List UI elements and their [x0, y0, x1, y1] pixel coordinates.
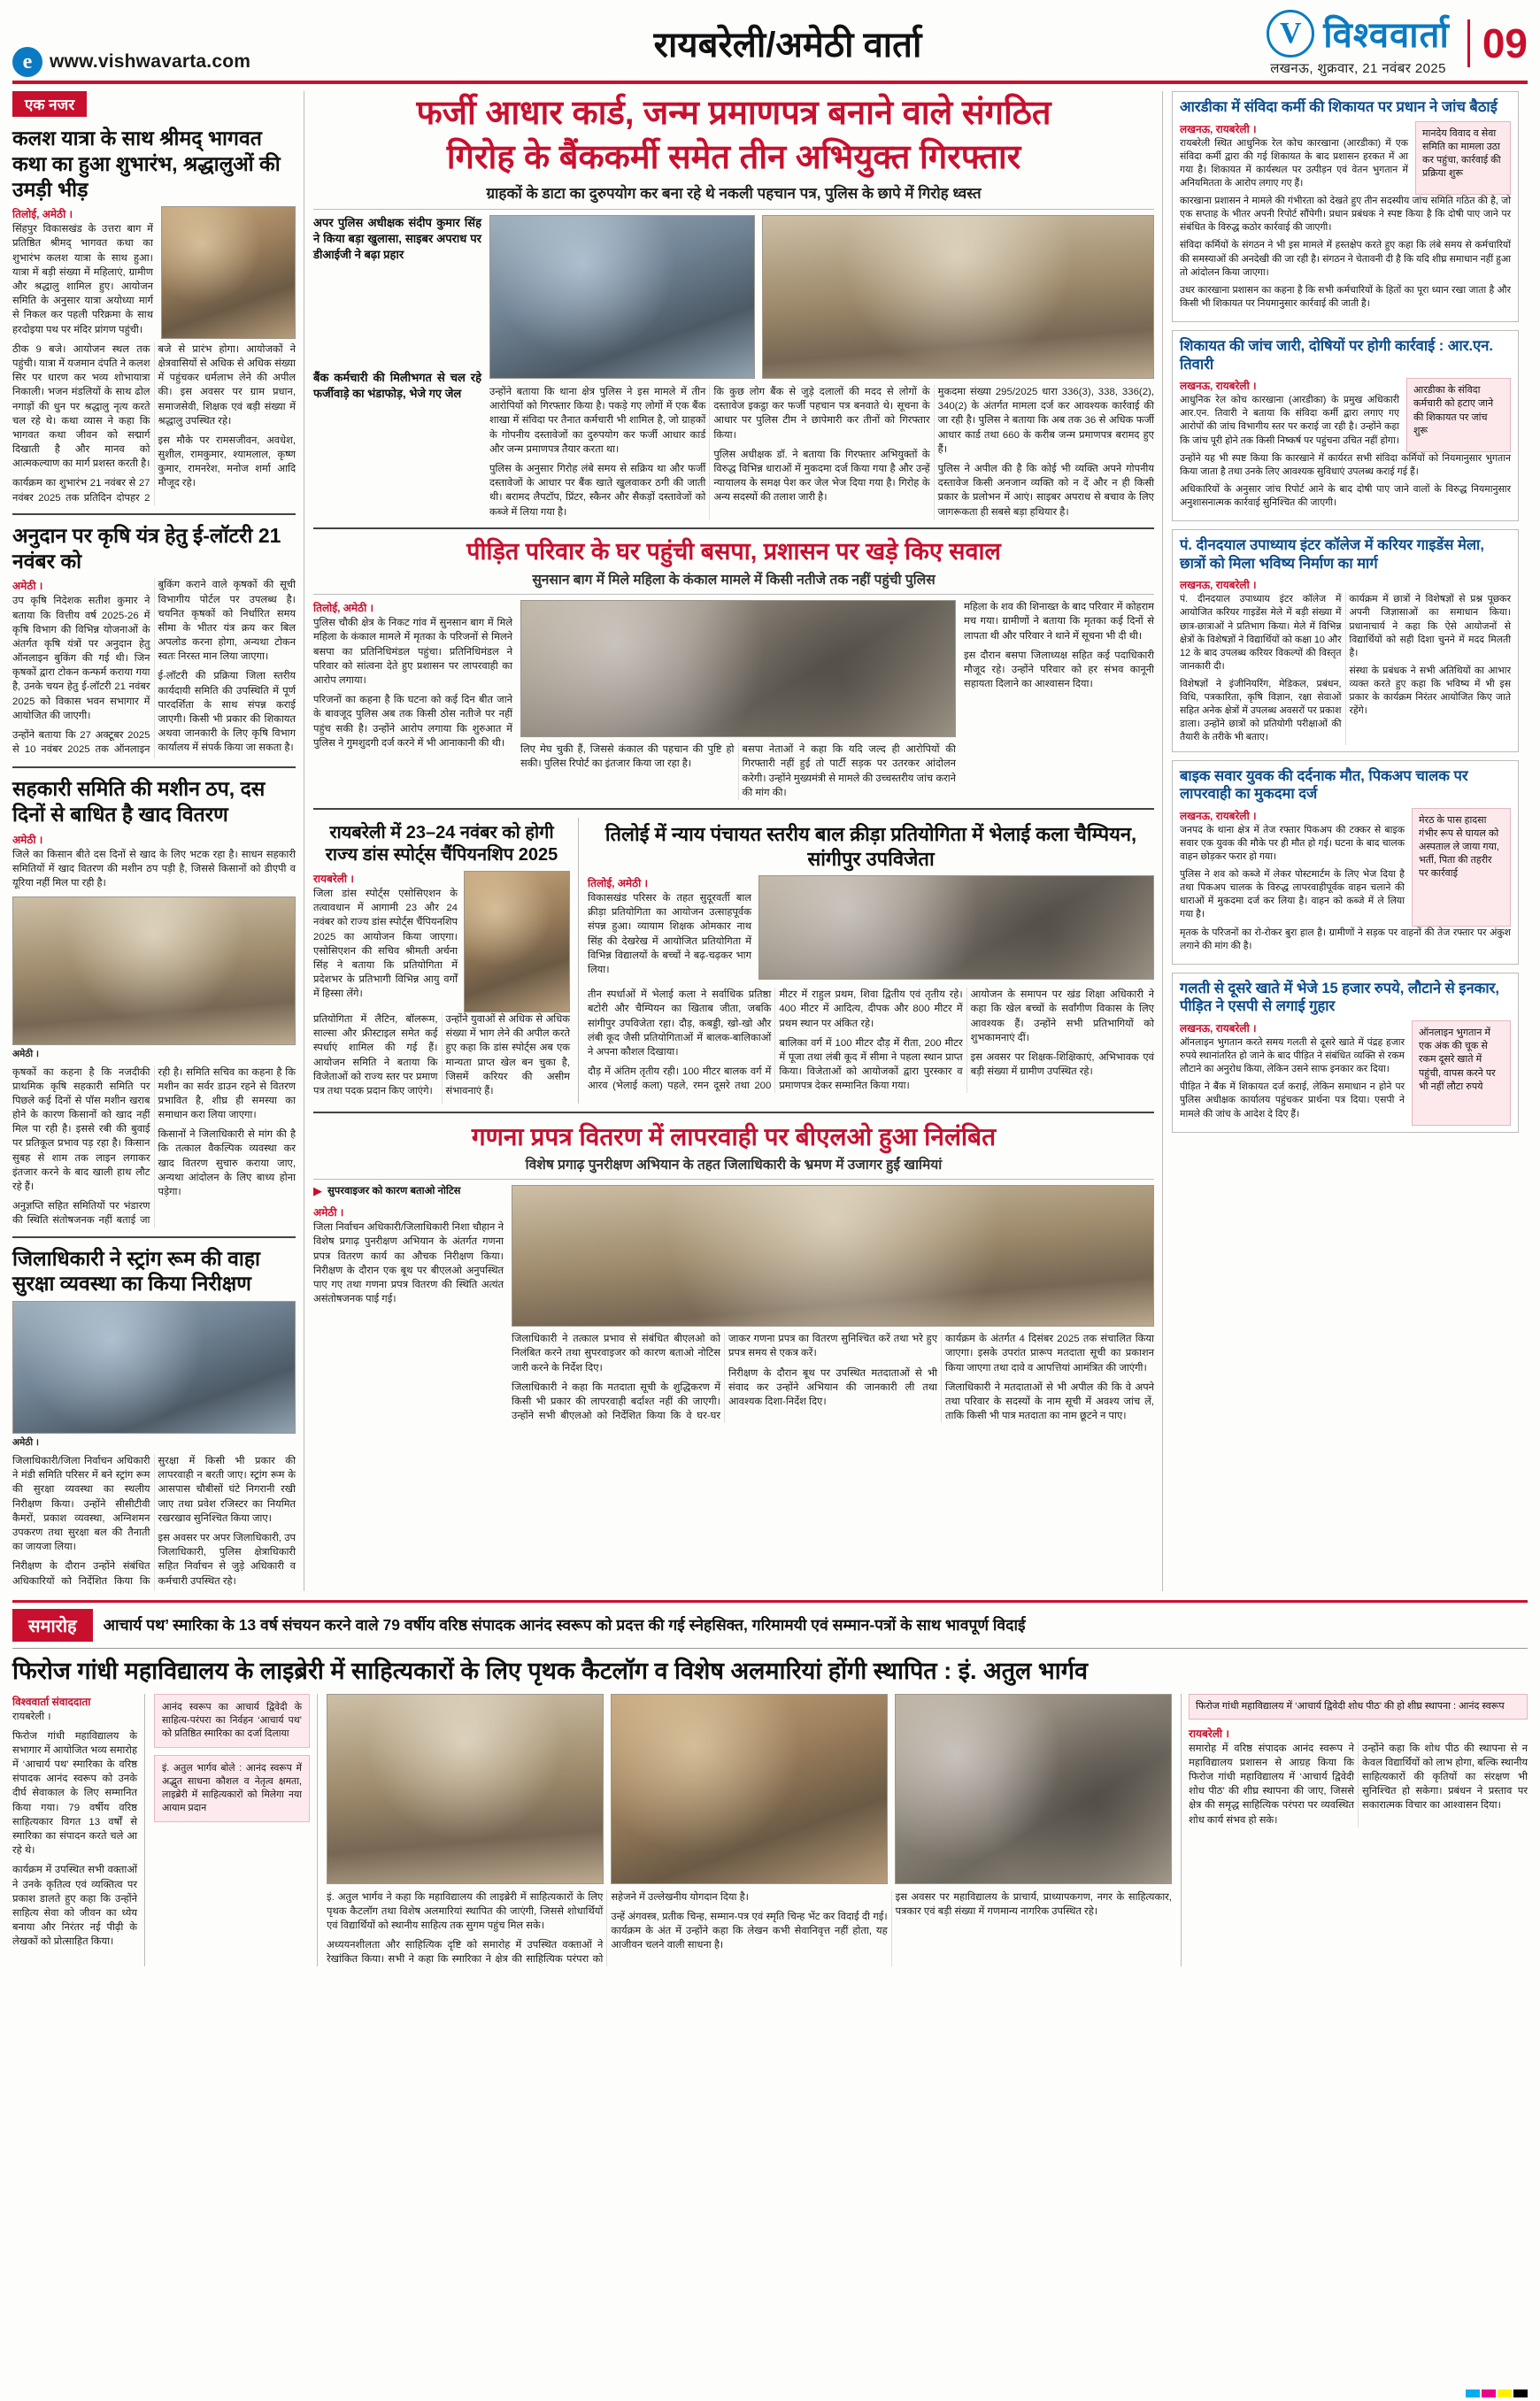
- edition-date: लखनऊ, शुक्रवार, 21 नवंबर 2025: [1270, 61, 1446, 76]
- right-story4-p3: मृतक के परिजनों का रो-रोकर बुरा हाल है। ग्रामीणों ने सड़क पर वाहनों की तेज रफ्तार पर अंकुश लगाने की मांग की है।: [1180, 927, 1511, 951]
- lead-c1: उन्होंने बताया कि थाना क्षेत्र पुलिस ने इस मामले में तीन आरोपियों को गिरफ्तार किया है। पकड़े गए लोगों में एक बैंक शाखा में संविदा पर तैनात कर्मचारी भी शामिल है, जो ग्राहकों के गोपनीय दस्तावेजों का दुरुपयोग कर फर्जी आधार कार्ड और जन्म प्रमाणपत्र तैयार करता था।: [489, 387, 706, 455]
- left-story3-p4: किसानों ने जिलाधिकारी से मांग की है कि तत्काल वैकल्पिक व्यवस्था कर खाद वितरण सुचारु कराया जाए, अन्यथा आंदोलन के लिए बाध्य होना पड़ेगा।: [158, 1129, 296, 1198]
- right-story1-p2: कारखाना प्रशासन ने मामले की गंभीरता को देखते हुए तीन सदस्यीय जांच समिति गठित की है, जो एक सप्ताह के भीतर अपनी रिपोर्ट सौंपेगी। प्रधान प्रबंधक ने स्पष्ट किया है कि दोषी पाए जाने पर संबंधित के विरुद्ध कठोर कार्रवाई की जाएगी।: [1180, 196, 1511, 234]
- right-story3-headline: पं. दीनदयाल उपाध्याय इंटर कॉलेज में करियर गाइडेंस मेला, छात्रों को मिला भविष्य निर्माण का मार्ग: [1180, 537, 1484, 572]
- right-story2-p1: आधुनिक रेल कोच कारखाना (आरडीका) के प्रमुख अधिकारी आर.एन. तिवारी ने बताया कि संविदा कर्मी द्वारा लगाए गए आरोपों की जांच विभागीय स्तर पर कराई जा रही है। उन्होंने कहा कि जांच पूरी होने तक किसी निष्कर्ष पर पहुंचना उचित नहीं होगा।: [1180, 395, 1399, 446]
- bottom-headline: फिरोज गांधी महाविद्यालय के लाइब्रेरी में साहित्यकारों के लिए पृथक कैटलॉग व विशेष अलमारियां होंगी स्थापित : इं. अतुल भार्गव: [12, 1657, 1088, 1684]
- basapa-subheadline: सुनसान बाग में मिले महिला के कंकाल मामले में किसी नतीजे तक नहीं पहुंची पुलिस: [313, 572, 1154, 595]
- bottom-sidebox-p1: समारोह में वरिष्ठ संपादक आनंद स्वरूप ने महाविद्यालय प्रशासन से आग्रह किया कि फिरोज गांधी महाविद्यालय में ‘आचार्य द्विवेदी शोध पीठ’ की शीघ्र स्थापना की जाए, जिससे क्षेत्र की समृद्ध साहित्यिक परंपरा पर व्यवस्थित शोध कार्य संभव हो सके।: [1189, 1743, 1354, 1826]
- website-url[interactable]: [12, 47, 508, 77]
- e-logo-icon: e: [12, 47, 42, 77]
- page-content: [12, 91, 1528, 1591]
- right-story5-p2: पीड़ित ने बैंक में शिकायत दर्ज कराई, लेकिन समाधान न होने पर पुलिस अधीक्षक कार्यालय पहुंचकर प्रार्थना पत्र दिया। एसपी ने मामले की जांच के आदेश दे दिए हैं।: [1180, 1081, 1405, 1120]
- photo-seized-documents: [762, 215, 1154, 379]
- right-story2: [1172, 330, 1519, 521]
- bottom-p4: अध्ययनशीलता और साहित्यिक दृष्टि को समारोह में उपस्थित वक्ताओं ने रेखांकित किया। सभी ने कहा कि स्मारिका ने क्षेत्र की साहित्यिक परंपरा को सहेजने में उल्लेखनीय योगदान दिया है।: [327, 1891, 749, 1966]
- blo-note: [313, 1185, 504, 1199]
- blo-byline: अमेठी ।: [313, 1206, 344, 1220]
- left-story3-p3: अनुज्ञप्ति सहित समितियों पर भंडारण की स्थिति संतोषजनक नहीं बताई जा रही है। समिति सचिव का कहना है कि मशीन का सर्वर डाउन रहने से वितरण प्रभावित है, शीघ्र ही समस्या का समाधान करा लिया जाएगा।: [12, 1066, 296, 1227]
- left-story1-p2: ठीक 9 बजे। आयोजन स्थल तक पहुंची। यात्रा में यजमान दंपति ने कलश सिर पर धारण कर भव्य शोभायात्रा निकाली। भजन मंडलियों के साथ ढोल नगाड़ों की धुन पर श्रद्धालु नृत्य करते चल रहे थे। कथा व्यास ने कहा कि भागवत कथा जीवन को सद्मार्ग दिखाती है और मानव को आत्मकल्याण का मार्ग प्रशस्त करती है।: [12, 343, 150, 470]
- left-story1-p1: सिंहपुर विकासखंड के उत्तरा बाग में प्रतिष्ठित श्रीमद् भागवत कथा का शुभारंभ कलश यात्रा के साथ हुआ। यात्रा में बड़ी संख्या में महिलाएं, ग्रामीण और श्रद्धालु शामिल हुए। आयोजन समिति के अनुसार यात्रा अयोध्या मार्ग से निकल कर पहली परिक्रमा के साथ हरदोइया पथ पर मंदिर प्रांगण पहुंची।: [12, 224, 153, 335]
- left-story3-byline: अमेठी ।: [12, 833, 43, 846]
- photo-bal-krida: [758, 875, 1154, 980]
- left-story3-caption: अमेठी ।: [12, 1048, 40, 1059]
- masthead-left: [12, 9, 508, 77]
- sports-byline: रायबरेली ।: [313, 873, 354, 886]
- left-story2-p3: ई-लॉटरी की प्रक्रिया जिला स्तरीय कार्यदायी समिति की उपस्थिति में पूर्ण पारदर्शिता के साथ संपन्न कराई जाएगी। किसी भी प्रकार की शिकायत अथवा जानकारी के लिए कृषि विभाग कार्यालय में संपर्क किया जा सकता है।: [158, 671, 296, 754]
- blo-c3b: जिलाधिकारी ने मतदाताओं से भी अपील की कि वे अपने तथा परिवार के सदस्यों के नाम सूची में अवश्य जांच लें, ताकि किसी भी पात्र मतदाता का नाम छूटने न पाए।: [945, 1381, 1154, 1422]
- bal-c3b: इस अवसर पर शिक्षक-शिक्षिकाएं, अभिभावक एवं बड़ी संख्या में ग्रामीण उपस्थित रहे।: [970, 1051, 1154, 1078]
- lead-headline-line1: फर्जी आधार कार्ड, जन्म प्रमाणपत्र बनाने वाले संगठित: [416, 95, 1051, 132]
- right-story1-p4: उधर कारखाना प्रशासन का कहना है कि सभी कर्मचारियों के हितों का पूरा ध्यान रखा जाता है और किसी भी शिकायत पर नियमानुसार कार्रवाई की जाती है।: [1180, 284, 1511, 309]
- right-story2-p3: अधिकारियों के अनुसार जांच रिपोर्ट आने के बाद दोषी पाए जाने वालों के विरुद्ध नियमानुसार अनुशासनात्मक कार्रवाई सुनिश्चित की जाएगी।: [1180, 483, 1511, 508]
- brand-name: विश्ववार्ता: [1323, 16, 1450, 55]
- bottom-bullet-1-text: इं. अतुल भार्गव बोले : आनंद स्वरूप में अद्भुत साधना कौशल व नेतृत्व क्षमता, लाइब्रेरी में साहित्यकारों को मिलेगा नया आयाम प्रदान: [162, 1762, 302, 1814]
- right-story3-p3: कार्यक्रम में छात्रों ने विशेषज्ञों से प्रश्न पूछकर अपनी जिज्ञासाओं का समाधान किया। प्रधानाचार्य ने कहा कि ऐसे आयोजनों से विद्यार्थियों को सही दिशा चुनने में मदद मिलती है।: [1349, 594, 1511, 658]
- sports-p3: उन्होंने युवाओं से अधिक से अधिक संख्या में भाग लेने की अपील करते हुए कहा कि डांस स्पोर्ट्स अब एक मान्यता प्राप्त खेल बन चुका है, जिसमें करियर की असीम संभावनाएं हैं।: [445, 1014, 570, 1097]
- right-story3: [1172, 529, 1519, 751]
- right-story4-byline: लखनऊ, रायबरेली ।: [1180, 809, 1257, 822]
- bottom-sidebox-head: फिरोज गांधी महाविद्यालय में ‘आचार्य द्विवेदी शोध पीठ’ की हो शीघ्र स्थापना : आनंद स्वरूप: [1189, 1694, 1528, 1720]
- left-story4-p2: निरीक्षण के दौरान उन्होंने संबंधित अधिकारियों को निर्देशित किया कि सुरक्षा में किसी भी प्रकार की लापरवाही न बरती जाए। स्ट्रांग रूम के आसपास चौबीसों घंटे निगरानी रखी जाए तथा प्रवेश रजिस्टर का नियमित रखरखाव सुनिश्चित किया जाए।: [12, 1456, 296, 1587]
- blo-c1b: जिलाधिकारी ने तत्काल प्रभाव से संबंधित बीएलओ को निलंबित करने तथा सुपरवाइजर को कारण बताओ नोटिस जारी करने के निर्देश दिए।: [512, 1334, 720, 1374]
- photo-police-officer: [489, 215, 755, 379]
- basapa-c3b: इस दौरान बसपा जिलाध्यक्ष सहित कई पदाधिकारी मौजूद रहे। उन्होंने परिवार को हर संभव कानूनी सहायता दिलाने का आश्वासन दिया।: [964, 650, 1154, 690]
- right-story3-p2: विशेषज्ञों ने इंजीनियरिंग, मेडिकल, प्रबंधन, विधि, पत्रकारिता, कृषि विज्ञान, रक्षा सेवाओं सहित अनेक क्षेत्रों में उपलब्ध अवसरों पर प्रकाश डाला। उन्होंने छात्रों को प्रतियोगी परीक्षाओं की तैयारी के तरीके भी बताए।: [1180, 678, 1342, 743]
- blo-c3: कार्यक्रम के अंतर्गत 4 दिसंबर 2025 तक संचालित किया जाएगा। इसके उपरांत प्रारूप मतदाता सूची का प्रकाशन किया जाएगा तथा दावे व आपत्तियां आमंत्रित की जाएंगी।: [945, 1334, 1154, 1374]
- cmyk-black: [1513, 2389, 1528, 2397]
- column-middle: [313, 91, 1163, 1591]
- sports-p2: प्रतियोगिता में लैटिन, बॉलरूम, साल्सा और फ्रीस्टाइल समेत कई स्पर्धाएं शामिल की गई हैं। आयोजन समिति ने बताया कि विजेताओं को राज्य स्तर पर प्रमाण पत्र तथा पदक प्रदान किए जाएंगे।: [313, 1014, 438, 1097]
- lead-c3b: पुलिस ने अपील की है कि कोई भी व्यक्ति अपने गोपनीय दस्तावेज किसी अनजान व्यक्ति को न दें और न ही किसी प्रकार के प्रलोभन में आएं। साइबर अपराध से बचाव के लिए जागरूकता ही सबसे बड़ा हथियार है।: [937, 464, 1154, 518]
- left-story4-caption: अमेठी ।: [12, 1437, 40, 1449]
- samaroh-band: [12, 1600, 1528, 1649]
- right-story4-tint: मेरठ के पास हादसा गंभीर रूप से घायल को अस्पताल ले जाया गया, भर्ती, पिता की तहरीर पर कार्रवाई: [1412, 808, 1511, 927]
- right-story1-byline: लखनऊ, रायबरेली ।: [1180, 122, 1257, 135]
- bottom-city: रायबरेली ।: [12, 1711, 51, 1722]
- blo-c2b: निरीक्षण के दौरान बूथ पर उपस्थित मतदाताओं से भी संवाद कर उन्होंने अभियान की जानकारी ली तथा आवश्यक दिशा-निर्देश दिए।: [728, 1367, 937, 1408]
- column-right: [1172, 91, 1519, 1591]
- left-story3-p1: जिले का किसान बीते दस दिनों से खाद के लिए भटक रहा है। साधन सहकारी समितियों में खाद वितरण की मशीन ठप पड़ी है, जिससे किसानों को डीएपी व यूरिया नहीं मिल पा रही है।: [12, 849, 296, 889]
- right-story1-p1: रायबरेली स्थित आधुनिक रेल कोच कारखाना (आरडीका) में एक संविदा कर्मी द्वारा की गई शिकायत के बाद प्रशासन हरकत में आ गया है। शिकायत में कार्यस्थल पर उत्पीड़न एवं वेतन भुगतान में अनियमितता के आरोप लगाए गए हैं।: [1180, 137, 1408, 189]
- bottom-bullet-1: [154, 1755, 310, 1822]
- bottom-p6: इस अवसर पर महाविद्यालय के प्राचार्य, प्राध्यापकगण, नगर के साहित्यकार, पत्रकार एवं बड़ी संख्या में गणमान्य नागरिक उपस्थित रहे।: [895, 1891, 1172, 1917]
- right-story4: [1172, 760, 1519, 965]
- right-story4-p1: जनपद के थाना क्षेत्र में तेज रफ्तार पिकअप की टक्कर से बाइक सवार एक युवक की मौके पर ही मौत हो गई। घटना के बाद चालक वाहन छोड़कर फरार हो गया।: [1180, 824, 1405, 862]
- right-story5-tint: ऑनलाइन भुगतान में एक अंक की चूक से रकम दूसरे खाते में पहुंची, वापस करने पर भी नहीं लौटा रुपये: [1412, 1020, 1511, 1126]
- lead-c2: कि कुछ लोग बैंक से जुड़े दलालों की मदद से लोगों के दस्तावेज इकट्ठा कर फर्जी पहचान पत्र बनवाते थे। सूचना के आधार पर पुलिस टीम ने छापेमारी कर तीनों को गिरफ्तार किया।: [713, 387, 930, 441]
- bottom-p2: कार्यक्रम में उपस्थित सभी वक्ताओं ने उनके कृतित्व एवं व्यक्तित्व पर प्रकाश डालते हुए कहा कि उन्होंने साहित्य सेवा को जीवन का ध्येय बनाया और निरंतर नई पीढ़ी के लेखकों को प्रोत्साहित किया।: [12, 1865, 137, 1948]
- basapa-byline: तिलोई, अमेठी ।: [313, 602, 374, 615]
- brand: [1267, 9, 1450, 58]
- left-story4-headline: जिलाधिकारी ने स्ट्रांग रूम की वाहा सुरक्षा व्यवस्था का किया निरीक्षण: [12, 1246, 260, 1296]
- bottom-p1: फिरोज गांधी महाविद्यालय के सभागार में आयोजित भव्य समारोह में ‘आचार्य पथ’ स्मारिका के वरिष्ठ संपादक आनंद स्वरूप को उनके दीर्घ सेवाकाल के लिए सम्मानित किया गया। 79 वर्षीय वरिष्ठ साहित्यकार विगत 13 वर्षों से स्मारिका का संपादन करते चले आ रहे थे।: [12, 1730, 137, 1857]
- right-story5-p1: ऑनलाइन भुगतान करते समय गलती से दूसरे खाते में पंद्रह हजार रुपये स्थानांतरित हो जाने के बाद पीड़ित ने संबंधित व्यक्ति से रकम लौटाने का अनुरोध किया, लेकिन उसने साफ इनकार कर दिया।: [1180, 1037, 1405, 1075]
- right-story1-tint: मानदेय विवाद व सेवा समिति का मामला उठा कर पहुंचा, कार्रवाई की प्रक्रिया शुरू: [1415, 121, 1511, 195]
- lead-subheadline: ग्राहकों के डाटा का दुरुपयोग कर बना रहे थे नकली पहचान पत्र, पुलिस के छापे में गिरोह ध्वस्त: [313, 184, 1154, 210]
- right-story5-byline: लखनऊ, रायबरेली ।: [1180, 1022, 1257, 1035]
- bottom-bullet-0-text: आनंद स्वरूप का आचार्य द्विवेदी के साहित्य-परंपरा का निर्वहन ‘आचार्य पथ’ को प्रतिष्ठित स्मारिका का दर्जा दिलाया: [162, 1701, 302, 1739]
- left-story3-p2: कृषकों का कहना है कि नजदीकी प्राथमिक कृषि सहकारी समिति पर पिछले कई दिनों से पॉस मशीन खराब होने के कारण किसानों को खाद नहीं मिल पा रही है। इससे रबी की बुवाई पर प्रतिकूल प्रभाव पड़ रहा है। किसान सुबह से शाम तक लाइन लगाकर इंतजार करने के बाद खाली हाथ लौट रहे हैं।: [12, 1066, 150, 1193]
- bottom-p5: उन्हें अंगवस्त्र, प्रतीक चिन्ह, सम्मान-पत्र एवं स्मृति चिन्ह भेंट कर विदाई दी गई। कार्यक्रम के अंत में उन्होंने कहा कि लेखन कभी सेवानिवृत्त नहीं होता, यह आजीवन चलने वाली साधना है।: [611, 1911, 888, 1951]
- bal-krida-headline: तिलोई में न्याय पंचायत स्तरीय बाल क्रीड़ा प्रतियोगिता में भेलाई कला चैम्पियन, सांगीपुर उपविजेता: [604, 823, 1137, 870]
- column-left: [12, 91, 304, 1591]
- sports-p1: जिला डांस स्पोर्ट्स एसोसिएशन के तत्वावधान में आगामी 23 और 24 नवंबर को राज्य डांस स्पोर्ट्स चैंपियनशिप 2025 का आयोजन किया जाएगा। एसोसिएशन की सचिव श्रीमती अर्चना सिंह ने बताया कि प्रतियोगिता में प्रदेशभर के प्रतिभागी विभिन्न आयु वर्गों में हिस्सा लेंगे।: [313, 889, 458, 1000]
- bullet-dot-icon: ▶: [313, 1184, 322, 1198]
- samaroh-band-text: आचार्य पथ’ स्मारिका के 13 वर्ष संचयन करने वाले 79 वर्षीय वरिष्ठ संपादक आनंद स्वरूप को प्रदत्त की गई स्नेहसिक्त, गरिमामयी एवं सम्मान-पत्रों के साथ भावपूर्ण विदाई: [103, 1616, 1026, 1635]
- right-story1-p3: संविदा कर्मियों के संगठन ने भी इस मामले में हस्तक्षेप करते हुए कहा कि लंबे समय से कर्मचारियों की समस्याओं की अनदेखी की जा रही है। संगठन ने चेतावनी दी है कि यदि शीघ्र समाधान नहीं हुआ तो आंदोलन किया जाएगा।: [1180, 240, 1511, 278]
- left-story1-headline: कलश यात्रा के साथ श्रीमद् भागवत कथा का हुआ शुभारंभ, श्रद्धालुओं की उमड़ी भीड़: [12, 127, 281, 201]
- bottom-bullet-0: [154, 1694, 310, 1748]
- lead-side-note-1: अपर पुलिस अधीक्षक संदीप कुमार सिंह ने किया बड़ा खुलासा, साइबर अपराध पर डीआईजी ने बढ़ा प्रहार: [313, 216, 481, 262]
- bottom-byline: विश्ववार्ता संवाददाता: [12, 1695, 91, 1708]
- sports-headline: रायबरेली में 23–24 नवंबर को होगी राज्य डांस स्पोर्ट्स चैंपियनशिप 2025: [325, 823, 558, 866]
- bal-krida-byline: तिलोई, अमेठी ।: [588, 877, 649, 890]
- basapa-c2b: बसपा नेताओं ने कहा कि यदि जल्द ही आरोपियों की गिरफ्तारी नहीं हुई तो पार्टी सड़क पर उतरकर आंदोलन करेगी। उन्होंने मुख्यमंत्री से मामले की उच्चस्तरीय जांच कराने की मांग की।: [742, 744, 956, 798]
- lead-c3: मुकदमा संख्या 295/2025 धारा 336(3), 338, 336(2), 340(2) के अंतर्गत मामला दर्ज कर आवश्यक कार्रवाई की जा रही है। पुलिस ने बताया कि अब तक 36 से अधिक फर्जी आधार कार्ड तथा 660 के करीब जन्म प्रमाणपत्र बरामद हुए हैं।: [937, 387, 1154, 455]
- lead-c1b: पुलिस के अनुसार गिरोह लंबे समय से सक्रिय था और फर्जी दस्तावेजों के आधार पर बैंक खाते खुलवाकर ठगी की जाती थी। बरामद लैपटॉप, प्रिंटर, स्कैनर और सैकड़ों दस्तावेजों को कब्जे में लिया गया है।: [489, 464, 706, 518]
- samaroh-tag: समारोह: [12, 1609, 93, 1642]
- blo-c1: जिला निर्वाचन अधिकारी/जिलाधिकारी निशा चौहान ने विशेष प्रगाढ़ पुनरीक्षण अभियान के अंतर्गत गणना प्रपत्र वितरण कार्य का औचक निरीक्षण किया। निरीक्षण के दौरान एक बूथ पर बीएलओ अनुपस्थित पाए गए तथा गणना प्रपत्र वितरण की स्थिति अत्यंत असंतोषजनक पाई गई।: [313, 1222, 504, 1305]
- right-story5: [1172, 973, 1519, 1133]
- right-story3-p1: पं. दीनदयाल उपाध्याय इंटर कॉलेज में आयोजित करियर गाइडेंस मेले में बड़ी संख्या में छात्र-छात्राओं ने प्रतिभाग किया। मेले में विभिन्न क्षेत्रों के विशेषज्ञों ने विद्यार्थियों को कक्षा 10 और 12 के बाद उपलब्ध करियर विकल्पों की विस्तृत जानकारी दी।: [1180, 594, 1342, 672]
- photo-sahkari-samiti: [12, 897, 296, 1045]
- left-story1-p4: इस मौके पर रामसजीवन, अवधेश, सुशील, रामकुमार, श्यामलाल, कृष्ण कुमार, रामनरेश, मनोज शर्मा आदि मौजूद रहे।: [158, 435, 296, 489]
- right-story4-headline: बाइक सवार युवक की दर्दनाक मौत, पिकअप चालक पर लापरवाही का मुकदमा दर्ज: [1180, 767, 1468, 803]
- blo-headline: गणना प्रपत्र वितरण में लापरवाही पर बीएलओ हुआ निलंबित: [471, 1123, 997, 1151]
- masthead-center: [508, 9, 1067, 77]
- blo-subheadline: विशेष प्रगाढ़ पुनरीक्षण अभियान के तहत जिलाधिकारी के भ्रमण में उजागर हुईं खामियां: [313, 1157, 1154, 1180]
- basapa-c1: पुलिस चौकी क्षेत्र के निकट गांव में सुनसान बाग में मिले महिला के कंकाल मामले में मृतका के परिजनों से मिलने बसपा का प्रतिनिधिमंडल पहुंचा। प्रतिनिधिमंडल ने परिवार को सांत्वना देते हुए प्रशासन पर लापरवाही का आरोप लगाया।: [313, 618, 512, 687]
- website-url-text: www.vishwavarta.com: [50, 51, 251, 72]
- right-story3-byline: लखनऊ, रायबरेली ।: [1180, 579, 1257, 592]
- right-story1-headline: आरडीका में संविदा कर्मी की शिकायत पर प्रधान ने जांच बैठाई: [1180, 99, 1498, 115]
- left-story2-headline: अनुदान पर कृषि यंत्र हेतु ई-लॉटरी 21 नवंबर को: [12, 523, 281, 573]
- lead-headline-line2: गिरोह के बैंककर्मी समेत तीन अभियुक्त गिरफ्तार: [446, 138, 1021, 176]
- lead-side-note-2: बैंक कर्मचारी की मिलीभगत से चल रहे फर्जीवाड़े का भंडाफोड़, भेजे गए जेल: [313, 370, 481, 400]
- photo-samaroh-2: [611, 1694, 888, 1884]
- basapa-headline: पीड़ित परिवार के घर पहुंची बसपा, प्रशासन पर खड़े किए सवाल: [466, 538, 1001, 566]
- photo-samaroh-3: [895, 1694, 1172, 1884]
- bottom-sidebox-byline: रायबरेली ।: [1189, 1727, 1229, 1740]
- right-story1: [1172, 91, 1519, 322]
- vishwavarta-logo-icon: V: [1267, 10, 1314, 58]
- left-story2-p2: उन्होंने बताया कि 27 अक्टूबर 2025 से 10 नवंबर 2025 तक ऑनलाइन बुकिंग कराने वाले कृषकों की सूची विभागीय पोर्टल पर उपलब्ध है। चयनित कृषकों को निर्धारित समय सीमा के भीतर यंत्र क्रय कर बिल अपलोड करना होगा, अन्यथा टोकन स्वतः निरस्त मान लिया जाएगा।: [12, 580, 296, 756]
- blo-note-text: सुपरवाइजर को कारण बताओ नोटिस: [327, 1186, 461, 1197]
- bal-c1b: तीन स्पर्धाओं में भेलाई कला ने सर्वाधिक प्रतिष्ठा बटोरी और चैम्पियन का खिताब जीता, जबकि सांगीपुर उपविजेता रहा। दौड़, कबड्डी, खो-खो और लंबी कूद जैसी प्रतियोगिताओं में बालक-बालिकाओं ने अपना कौशल दिखाया।: [588, 989, 772, 1058]
- masthead-right: [1067, 9, 1528, 77]
- bottom-p3: इं. अतुल भार्गव ने कहा कि महाविद्यालय की लाइब्रेरी में साहित्यकारों के लिए पृथक कैटलॉग तथा विशेष अलमारियां स्थापित की जाएंगी, जिससे शोधार्थियों एवं विद्यार्थियों को स्थानीय साहित्य तक सुगम पहुंच मिल सके।: [327, 1891, 604, 1931]
- right-story2-headline: शिकायत की जांच जारी, दोषियों पर होगी कार्रवाई : आर.एन. तिवारी: [1180, 337, 1493, 373]
- bal-c3: आयोजन के समापन पर खंड शिक्षा अधिकारी ने कहा कि खेल बच्चों के सर्वांगीण विकास के लिए आवश्यक हैं। उन्होंने सभी प्रतिभागियों को शुभकामनाएं दीं।: [970, 989, 1154, 1043]
- blo-c2: जिलाधिकारी ने कहा कि मतदाता सूची के शुद्धिकरण में किसी भी प्रकार की लापरवाही बर्दाश्त नहीं की जाएगी। उन्होंने सभी बीएलओ को निर्देशित किया कि वे घर-घर जाकर गणना प्रपत्र का वितरण सुनिश्चित करें तथा भरे हुए प्रपत्र समय से एकत्र करें।: [512, 1334, 937, 1422]
- right-story2-byline: लखनऊ, रायबरेली ।: [1180, 380, 1257, 393]
- right-story4-p2: पुलिस ने शव को कब्जे में लेकर पोस्टमार्टम के लिए भेज दिया है तथा पिकअप चालक के विरुद्ध लापरवाहीपूर्वक वाहन चलाने की धाराओं में मुकदमा दर्ज कर लिया है। वाहन को कब्जे में ले लिया गया है।: [1180, 869, 1405, 920]
- basapa-c2: लिए मेघ चुकी हैं, जिससे कंकाल की पहचान की पुष्टि हो सकी। पुलिस रिपोर्ट का इंतजार किया जा रहा है।: [520, 744, 735, 770]
- left-story2-p1: उप कृषि निदेशक सतीश कुमार ने बताया कि वित्तीय वर्ष 2025-26 में कृषि विभाग की विभिन्न योजनाओं के अंतर्गत कृषि यंत्रों पर अनुदान हेतु ऑनलाइन बुकिंग की गई थी। जिन कृषकों द्वारा टोकन कन्फर्म कराया गया है, उनके चयन हेतु ई-लॉटरी 21 नवंबर 2025 को विकास भवन सभागार में आयोजित की जाएगी।: [12, 596, 150, 721]
- right-story3-p4: संस्था के प्रबंधक ने सभी अतिथियों का आभार व्यक्त करते हुए कहा कि भविष्य में भी इस प्रकार के कार्यक्रम निरंतर आयोजित किए जाते रहेंगे।: [1349, 665, 1511, 717]
- page-number: 09: [1467, 19, 1528, 67]
- photo-blo-inspection: [512, 1185, 1154, 1327]
- photo-strong-room-inspection: [12, 1301, 296, 1434]
- photo-samaroh-1: [327, 1694, 604, 1884]
- left-story3-headline: सहकारी समिति की मशीन ठप, दस दिनों से बाधित है खाद वितरण: [12, 777, 266, 827]
- left-story1-byline: तिलोई, अमेठी ।: [12, 208, 73, 221]
- left-story2-byline: अमेठी ।: [12, 580, 43, 593]
- bottom-story: [12, 1694, 1528, 1967]
- photo-basapa-delegation: [520, 600, 956, 737]
- photo-kalash-yatra: [161, 206, 296, 339]
- bal-c1: विकासखंड परिसर के तहत सुदूरवर्ती बाल क्रीड़ा प्रतियोगिता का आयोजन उत्साहपूर्वक संपन्न हुआ। व्यायाम शिक्षक ओमकार नाथ सिंह की देखरेख में आयोजित प्रतियोगिता में विभिन्न विद्यालयों के बच्चों ने बढ़-चढ़कर भाग लिया।: [588, 893, 751, 975]
- photo-archana-singh: [464, 871, 570, 1012]
- right-story2-tint: आरडीका के संविदा कर्मचारी को हटाए जाने की शिकायत पर जांच शुरू: [1406, 378, 1511, 451]
- right-story2-p2: उन्होंने यह भी स्पष्ट किया कि कारखाने में कार्यरत सभी संविदा कर्मियों को नियमानुसार भुगतान किया जाता है तथा उनके लिए आवश्यक सुविधाएं उपलब्ध कराई गई हैं।: [1180, 452, 1511, 477]
- right-story5-headline: गलती से दूसरे खाते में भेजे 15 हजार रुपये, लौटाने से इनकार, पीड़ित ने एसपी से लगाई गुहार: [1180, 980, 1499, 1015]
- left-story1-p3: कार्यक्रम का शुभारंभ 21 नवंबर से 27 नवंबर 2025 तक प्रतिदिन दोपहर 2 बजे से प्रारंभ होगा। आयोजकों ने क्षेत्रवासियों से अधिक से अधिक संख्या में पहुंचकर धर्मलाभ लेने की अपील की। इस अवसर पर ग्राम प्रधान, समाजसेवी, शिक्षक एवं बड़ी संख्या में श्रद्धालु उपस्थित रहे।: [12, 343, 296, 504]
- cmyk-cyan: [1466, 2389, 1480, 2397]
- basapa-c3: महिला के शव की शिनाख्त के बाद परिवार में कोहराम मच गया। ग्रामीणों ने बताया कि मृतका कई दिनों से लापता थी और परिवार ने थाने में सूचना भी दी थी।: [964, 602, 1154, 642]
- masthead: [12, 9, 1528, 84]
- left-story4-p1: जिलाधिकारी/जिला निर्वाचन अधिकारी ने मंडी समिति परिसर में बने स्ट्रांग रूम की सुरक्षा व्यवस्था का स्थलीय निरीक्षण किया। उन्होंने सीसीटीवी कैमरों, प्रकाश व्यवस्था, अग्निशमन उपकरण तथा सुरक्षा बल की तैनाती का जायजा लिया।: [12, 1456, 150, 1553]
- left-story4-p3: इस अवसर पर अपर जिलाधिकारी, उप जिलाधिकारी, पुलिस क्षेत्राधिकारी सहित निर्वाचन से जुड़े अधिकारी व कर्मचारी उपस्थित रहे।: [158, 1533, 296, 1587]
- cmyk-magenta: [1482, 2389, 1496, 2397]
- cmyk-yellow: [1498, 2389, 1512, 2397]
- cmyk-registration-marks: [1466, 2389, 1528, 2397]
- bal-c2b: बालिका वर्ग में 100 मीटर दौड़ में रीता, 200 मीटर में पूजा तथा लंबी कूद में सीमा ने पहला स्थान प्राप्त किया। विजेताओं को आयोजकों द्वारा पुरस्कार व प्रमाणपत्र देकर सम्मानित किया गया।: [779, 1037, 963, 1092]
- bal-c2: दौड़ में अंतिम तृतीय रही। 100 मीटर बालक वर्ग में आरव (भेलाई कला) पहले, रमन दूसरे तथा 200 मीटर में राहुल प्रथम, शिवा द्वितीय एवं तृतीय रहे। 400 मीटर में आदित्य, दीपक और 800 मीटर में प्रथम स्थान पर अंकित रहे।: [588, 989, 963, 1092]
- bottom-sidebox-p2: उन्होंने कहा कि शोध पीठ की स्थापना से न केवल विद्यार्थियों को लाभ होगा, बल्कि स्थानीय साहित्यकारों की कृतियों का संरक्षण भी सुनिश्चित हो सकेगा। प्रबंधन ने प्रस्ताव पर सकारात्मक विचार का आश्वासन दिया।: [1362, 1743, 1528, 1812]
- section-tag-ek-nazar: एक नजर: [12, 91, 87, 117]
- basapa-c1b: परिजनों का कहना है कि घटना को कई दिन बीत जाने के बावजूद पुलिस अब तक किसी ठोस नतीजे पर नहीं पहुंच सकी है। उन्होंने आरोप लगाया कि शुरुआत में पुलिस ने गुमशुदगी दर्ज करने में भी आनाकानी की थी।: [313, 695, 512, 749]
- edition-title: रायबरेली/अमेठी वार्ता: [653, 26, 922, 65]
- lead-c2b: पुलिस अधीक्षक डॉ. ने बताया कि गिरफ्तार अभियुक्तों के विरुद्ध विभिन्न धाराओं में मुकदमा दर्ज किया गया है और उन्हें न्यायालय के समक्ष पेश कर जेल भेज दिया गया है। गिरोह के अन्य सदस्यों की तलाश जारी है।: [713, 449, 930, 504]
